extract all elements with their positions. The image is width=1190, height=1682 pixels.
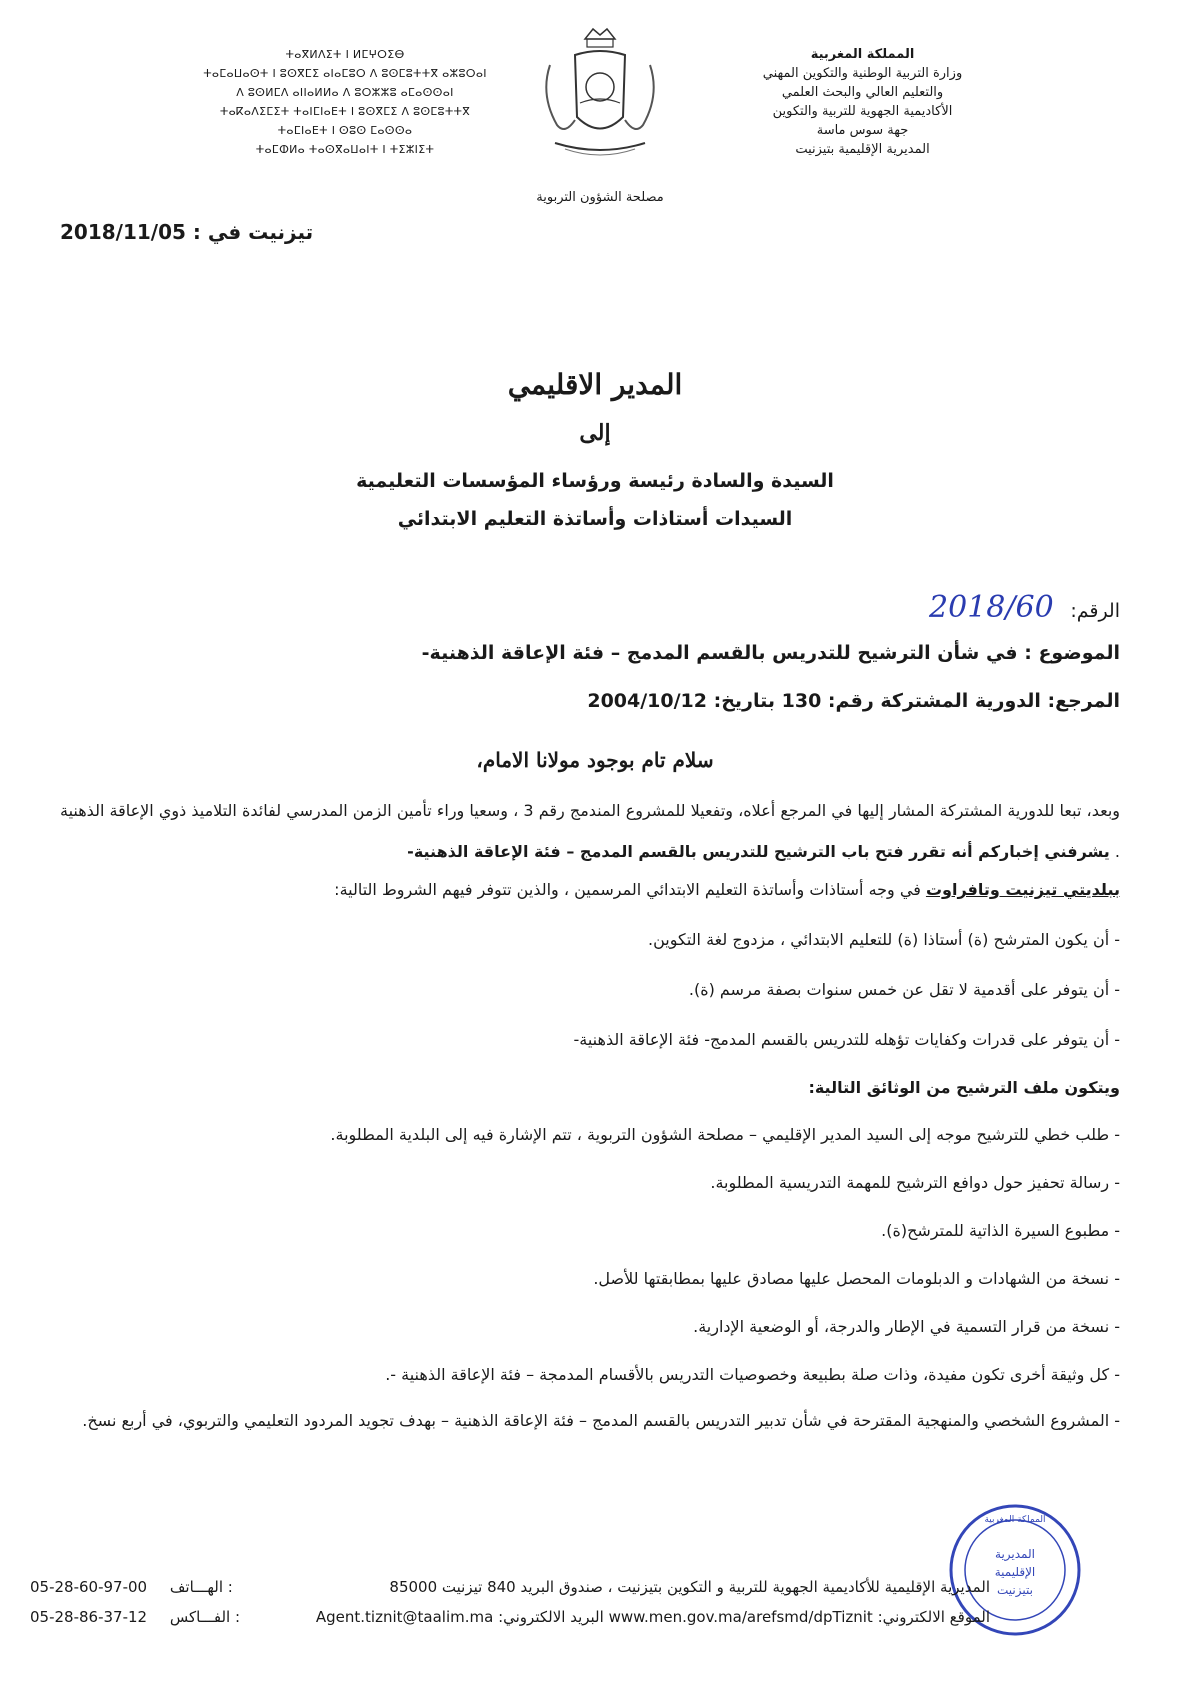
intro-paragraph bbox=[60, 790, 1120, 872]
subject-line: الموضوع : في شأن الترشيح للتدريس بالقسم المدمج – فئة الإعاقة الذهنية- bbox=[421, 642, 1120, 664]
documents-heading: ويتكون ملف الترشيح من الوثائق التالية: bbox=[808, 1078, 1120, 1097]
stamp-text: بتيزنيت bbox=[997, 1583, 1033, 1597]
to-label: إلى bbox=[579, 420, 611, 446]
intro-text-3: في وجه أستاذات وأساتذة التعليم الابتدائي المرسمين ، والذين تتوفر فيهم الشروط التالية: bbox=[334, 880, 921, 899]
phone-label: الهـــاتف : bbox=[169, 1578, 233, 1596]
fax-number: 05-28-86-37-12 bbox=[30, 1608, 148, 1626]
header-tifinagh-line: ⵜⴰⵎⵀⵍⴰ ⵜⴰⵙⴳⴰⵡⴰⵏⵜ ⵏ ⵜⵉⵣⵏⵉⵜ bbox=[255, 143, 435, 156]
footer-address: المديرية الإقليمية للأكاديمية الجهوية للتربية و التكوين بتيزنيت ، صندوق البريد 840 تيزنيت 85000 bbox=[389, 1578, 990, 1596]
footer-phone bbox=[30, 1578, 270, 1596]
header-ar-line: المملكة المغربية bbox=[810, 47, 915, 62]
greeting: سلام تام بوجود مولانا الامام، bbox=[476, 748, 714, 772]
header-tifinagh-line: ⴷ ⵓⵙⵍⵎⴷ ⴰⵏⵏⴰⵍⵍⴰ ⴷ ⵓⵔⵣⵣⵓ ⴰⵎⴰⵙⵙⴰⵏ bbox=[236, 86, 454, 99]
number-label: الرقم: bbox=[1070, 600, 1120, 622]
stamp-text: الإقليمية bbox=[994, 1565, 1036, 1579]
header-ar-line: وزارة التربية الوطنية والتكوين المهني bbox=[762, 66, 963, 81]
stamp-text: المديرية bbox=[995, 1547, 1035, 1561]
phone-number: 05-28-60-97-00 bbox=[30, 1578, 148, 1596]
footer-web: الموقع الالكتروني: www.men.gov.ma/arefsmd/dpTiznit البريد الالكتروني: Agent.tiznit@taalim.ma bbox=[315, 1608, 990, 1626]
header-ar-line: والتعليم العالي والبحث العلمي bbox=[781, 85, 944, 100]
condition-item: - أن يكون المترشح (ة) أستاذا (ة) للتعليم الابتدائي ، مزدوج لغة التكوين. bbox=[648, 930, 1120, 949]
recipient-line: السيدة والسادة رئيسة ورؤساء المؤسسات التعليمية bbox=[356, 470, 834, 492]
document-item: - رسالة تحفيز حول دوافع الترشيح للمهمة التدريسية المطلوبة. bbox=[710, 1173, 1120, 1192]
sender-title: المدير الاقليمي bbox=[507, 368, 683, 401]
fax-label: الفـــاكس : bbox=[169, 1608, 241, 1626]
document-item: - مطبوع السيرة الذاتية للمترشح(ة). bbox=[881, 1221, 1120, 1240]
header-ar-line: جهة سوس ماسة bbox=[816, 123, 909, 138]
document-item: - طلب خطي للترشيح موجه إلى السيد المدير الإقليمي – مصلحة الشؤون التربوية ، تتم الإشارة فيه إلى البلدية المطلوبة. bbox=[330, 1125, 1120, 1144]
municipalities: ببلديتي تيزنيت وتافراوت bbox=[925, 880, 1120, 899]
stamp-text: المملكة المغربية bbox=[984, 1515, 1046, 1525]
service-name: مصلحة الشؤون التربوية bbox=[536, 190, 664, 205]
header-tifinagh-line: ⵜⴰⴽⴰⴷⵉⵎⵉⵜ ⵜⴰⵏⵎⵏⴰⴹⵜ ⵏ ⵓⵙⴳⵎⵉ ⴷ ⵓⵙⵎⵓⵜⵜⴳ bbox=[219, 105, 471, 118]
footer-fax bbox=[30, 1608, 270, 1626]
reference-line: المرجع: الدورية المشتركة رقم: 130 بتاريخ: 2004/10/12 bbox=[587, 690, 1120, 712]
intro-text-1: وبعد، تبعا للدورية المشتركة المشار إليها في المرجع أعلاه، وتفعيلا للمشروع المندمج رقم 3 ، وسعيا وراء تأمين الزمن المدرسي لفائدة التلاميذ ذوي الإعاقة الذهنية . bbox=[60, 801, 1120, 861]
header-ar-line: المديرية الإقليمية بتيزنيت bbox=[795, 142, 930, 157]
document-item: - كل وثيقة أخرى تكون مفيدة، وذات صلة بطبيعة وخصوصيات التدريس بالأقسام المدمجة – فئة الإعاقة الذهنية -. bbox=[385, 1365, 1120, 1384]
intro-line-3 bbox=[60, 880, 1120, 899]
header-tifinagh-line: ⵜⴰⴳⵍⴷⵉⵜ ⵏ ⵍⵎⵖⵔⵉⴱ bbox=[285, 48, 405, 61]
header-ar-block bbox=[730, 45, 995, 159]
header-tifinagh-block bbox=[200, 45, 490, 159]
recipient-line: السيدات أستاذات وأساتذة التعليم الابتدائي bbox=[397, 508, 793, 530]
intro-text-2: يشرفني إخباركم أنه تقرر فتح باب الترشيح للتدريس بالقسم المدمج – فئة الإعاقة الذهنية- bbox=[407, 842, 1110, 861]
reference-number bbox=[60, 590, 1120, 625]
document-item: - نسخة من الشهادات و الدبلومات المحصل عليها مصادق عليها بمطابقتها للأصل. bbox=[593, 1269, 1120, 1288]
condition-item: - أن يتوفر على قدرات وكفايات تؤهله للتدريس بالقسم المدمج- فئة الإعاقة الذهنية- bbox=[573, 1030, 1120, 1049]
condition-item: - أن يتوفر على أقدمية لا تقل عن خمس سنوات بصفة مرسم (ة). bbox=[688, 980, 1120, 999]
header-tifinagh-line: ⵜⴰⵎⵏⴰⴹⵜ ⵏ ⵙⵓⵙ ⵎⴰⵙⵙⴰ bbox=[277, 124, 413, 137]
document-item: - نسخة من قرار التسمية في الإطار والدرجة، أو الوضعية الإدارية. bbox=[693, 1317, 1120, 1336]
coat-of-arms-emblem bbox=[535, 25, 665, 175]
header-ar-line: الأكاديمية الجهوية للتربية والتكوين bbox=[772, 104, 953, 119]
project-paragraph: - المشروع الشخصي والمنهجية المقترحة في شأن تدبير التدريس بالقسم المدمج – فئة الإعاقة الذهنية – بهدف تجويد المردود التعليمي والتربوي، في أربع نسخ. bbox=[82, 1411, 1120, 1430]
handwritten-number: 2018/60 bbox=[929, 590, 1054, 625]
document-date: تيزنيت في : 2018/11/05 bbox=[60, 220, 314, 244]
header-tifinagh-line: ⵜⴰⵎⴰⵡⴰⵙⵜ ⵏ ⵓⵙⴳⵎⵉ ⴰⵏⴰⵎⵓⵔ ⴷ ⵓⵙⵎⵓⵜⵜⴳ ⴰⵣⵓⵔⴰⵏ bbox=[203, 67, 487, 80]
